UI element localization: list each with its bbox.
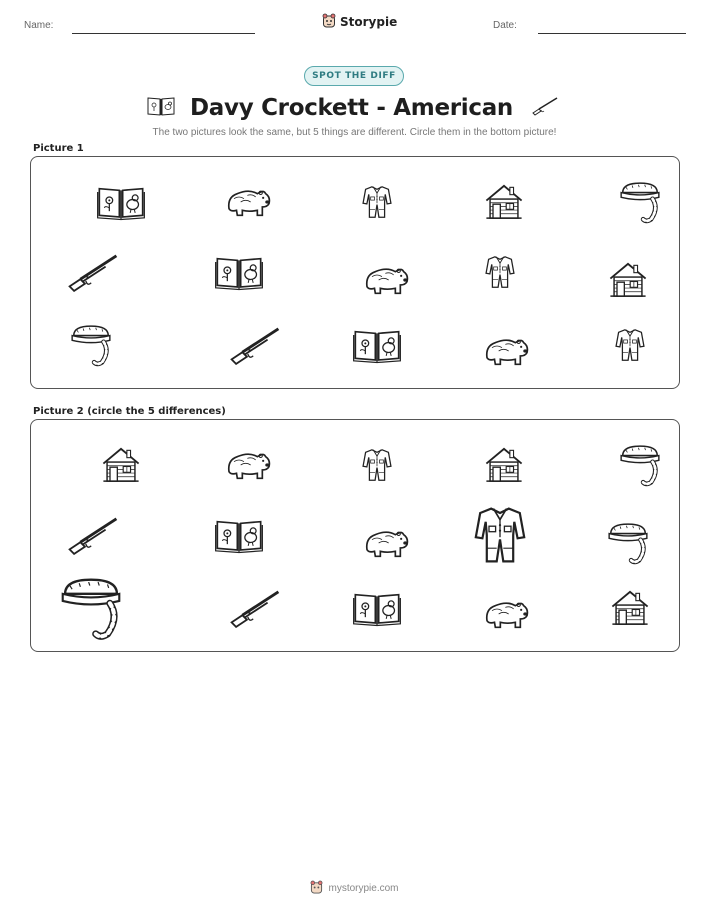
date-line[interactable] xyxy=(538,33,686,34)
spot-the-diff-badge: SPOT THE DIFF xyxy=(304,66,404,86)
name-label: Name: xyxy=(24,20,54,31)
bear-illustration xyxy=(224,183,274,221)
book-illustration[interactable] xyxy=(352,588,402,628)
bear-illustration[interactable] xyxy=(224,446,274,484)
name-line[interactable] xyxy=(72,33,255,34)
footer xyxy=(0,880,709,897)
brand-name: Storypie xyxy=(340,15,398,29)
brand-logo xyxy=(322,13,397,31)
cabin-illustration[interactable] xyxy=(482,444,526,486)
instructions: The two pictures look the same, but 5 things are different. Circle them in the bottom picture! xyxy=(152,127,557,138)
date-label: Date: xyxy=(493,20,517,31)
book-icon xyxy=(146,95,176,121)
hat-illustration[interactable] xyxy=(606,521,650,565)
cabin-illustration[interactable] xyxy=(99,444,143,486)
cabin-illustration[interactable] xyxy=(608,587,652,629)
book-illustration xyxy=(352,325,402,365)
rifle-icon xyxy=(527,95,563,121)
suit-illustration xyxy=(481,245,519,299)
book-illustration xyxy=(96,182,146,222)
suit-illustration xyxy=(611,318,649,372)
suit-illustration[interactable] xyxy=(358,438,396,492)
suit-illustration xyxy=(358,175,396,229)
title-row xyxy=(0,91,709,125)
rifle-illustration xyxy=(66,252,120,292)
picture-2-panel[interactable] xyxy=(30,419,680,652)
bear-illustration xyxy=(362,261,412,299)
page-title: Davy Crockett - American xyxy=(189,95,513,121)
book-illustration[interactable] xyxy=(214,515,264,555)
storypie-mascot-icon xyxy=(310,880,323,897)
footer-url[interactable]: mystorypie.com xyxy=(328,883,399,894)
bear-illustration[interactable] xyxy=(362,524,412,562)
rifle-illustration xyxy=(228,325,282,365)
hat-illustration xyxy=(618,180,662,224)
rifle-illustration[interactable] xyxy=(66,515,120,555)
hat-illustration xyxy=(69,323,113,367)
hat-illustration[interactable] xyxy=(58,575,124,641)
suit-illustration[interactable] xyxy=(467,497,533,573)
cabin-illustration xyxy=(606,259,650,301)
hat-illustration[interactable] xyxy=(618,443,662,487)
cabin-illustration xyxy=(482,181,526,223)
bear-illustration[interactable] xyxy=(482,595,532,633)
picture-1-label: Picture 1 xyxy=(33,143,84,154)
book-illustration xyxy=(214,252,264,292)
picture-2-label: Picture 2 (circle the 5 differences) xyxy=(33,406,226,417)
bear-illustration xyxy=(482,332,532,370)
picture-1-panel xyxy=(30,156,680,389)
storypie-mascot-icon xyxy=(322,13,336,31)
rifle-illustration[interactable] xyxy=(228,588,282,628)
